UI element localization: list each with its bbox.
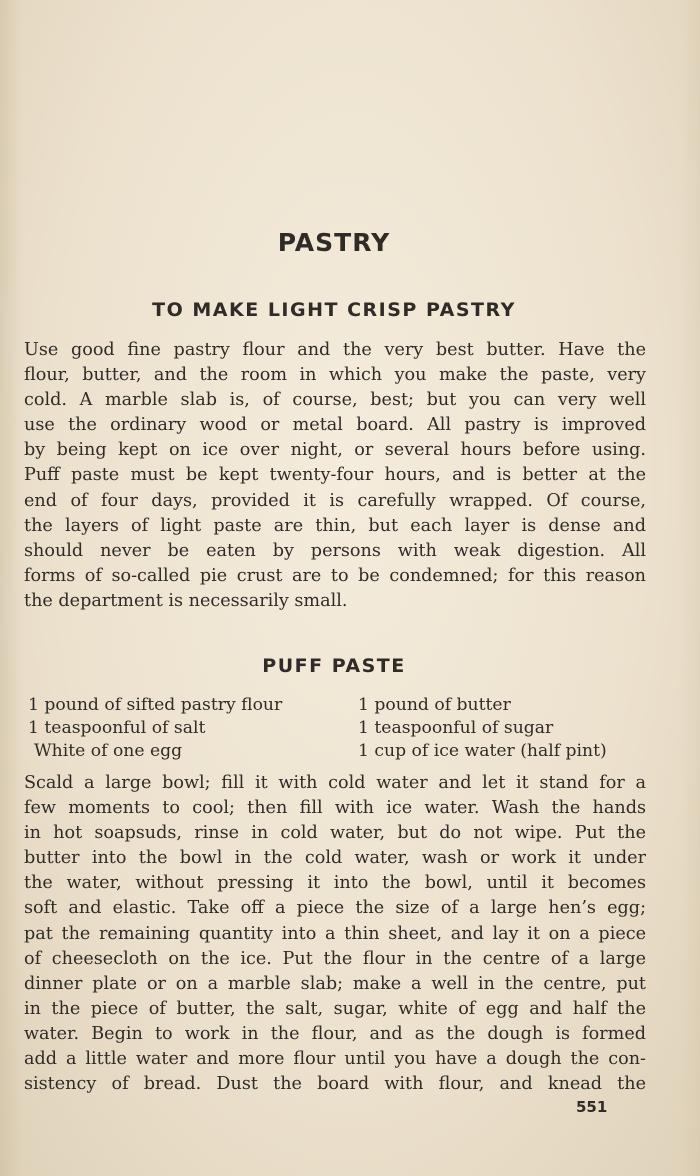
text-line: in the piece of butter, the salt, sugar, white of egg and half the <box>24 998 646 1019</box>
text-line: the water, without pressing it into the bowl, until it becomes <box>24 873 646 894</box>
text-line: of cheesecloth on the ice. Put the flour in the centre of a large <box>24 948 646 969</box>
ingredient-item: 1 cup of ice water (half pint) <box>358 741 607 761</box>
text-line: few moments to cool; then fill with ice water. Wash the hands <box>24 798 646 819</box>
ingredient-item: 1 pound of sifted pastry flour <box>28 695 283 715</box>
paragraph-light-crisp-pastry <box>24 338 646 614</box>
text-line: butter into the bowl in the cold water, wash or work it under <box>24 848 646 869</box>
page-number: 551 <box>576 1098 608 1116</box>
ingredient-row <box>24 717 654 740</box>
ingredients-list <box>24 694 654 763</box>
text-line: flour, butter, and the room in which you make the paste, very <box>24 365 646 386</box>
ingredient-item: 1 pound of butter <box>358 695 511 715</box>
text-line: soft and elastic. Take off a piece the size of a large hen’s egg; <box>24 898 646 919</box>
text-line: the department is necessarily small. <box>24 590 348 611</box>
section-title-light-crisp-pastry: TO MAKE LIGHT CRISP PASTRY <box>152 299 516 321</box>
chapter-title: PASTRY <box>277 228 391 257</box>
text-line: the layers of light paste are thin, but each layer is dense and <box>24 515 646 536</box>
text-line: cold. A marble slab is, of course, best; but you can very well <box>24 390 646 411</box>
text-line: end of four days, provided it is carefully wrapped. Of course, <box>24 490 646 511</box>
text-line: forms of so-called pie crust are to be condemned; for this reason <box>24 565 646 586</box>
paragraph-puff-paste <box>24 771 646 1097</box>
text-line: water. Begin to work in the flour, and as the dough is formed <box>24 1023 646 1044</box>
text-line: sistency of bread. Dust the board with flour, and knead the <box>24 1074 646 1095</box>
text-line: should never be eaten by persons with weak digestion. All <box>24 540 646 561</box>
text-line: by being kept on ice over night, or several hours before using. <box>24 440 646 461</box>
ingredient-row <box>24 740 654 763</box>
text-line: Puff paste must be kept twenty-four hours, and is better at the <box>24 465 646 486</box>
text-line: dinner plate or on a marble slab; make a well in the centre, put <box>24 973 646 994</box>
text-line: use the ordinary wood or metal board. All pastry is improved <box>24 415 646 436</box>
section-title-puff-paste: PUFF PASTE <box>262 655 406 677</box>
text-line: pat the remaining quantity into a thin sheet, and lay it on a piece <box>24 923 646 944</box>
text-line: add a little water and more flour until you have a dough the con- <box>24 1049 646 1070</box>
text-line: Scald a large bowl; fill it with cold water and let it stand for a <box>24 773 646 793</box>
ingredient-item: White of one egg <box>34 741 183 761</box>
ingredient-item: 1 teaspoonful of salt <box>28 718 206 738</box>
ingredient-row <box>24 694 654 717</box>
text-line: Use good fine pastry flour and the very best butter. Have the <box>24 340 646 360</box>
ingredient-item: 1 teaspoonful of sugar <box>358 718 554 738</box>
text-line: in hot soapsuds, rinse in cold water, but do not wipe. Put the <box>24 823 646 844</box>
